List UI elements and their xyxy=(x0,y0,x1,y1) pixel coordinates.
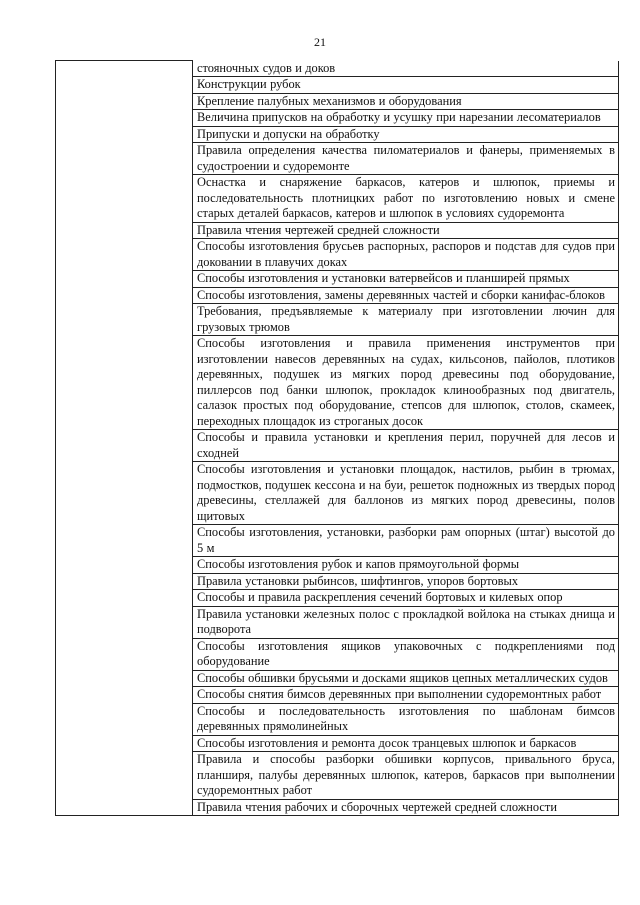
knowledge-item-cell: Оснастка и снаряжение баркасов, катеров и шлюпок, приемы и последовательность плотницких работ по изготовлению новых и смене старых деталей баркасов, катеров и шлюпок в условиях судоремонта xyxy=(193,175,619,223)
knowledge-item-cell: Способы изготовления брусьев распорных, распоров и подстав для судов при доковании в плавучих доках xyxy=(193,239,619,271)
knowledge-item-cell: Способы изготовления ящиков упаковочных с подкреплениями под оборудование xyxy=(193,638,619,670)
knowledge-item-cell: Крепление палубных механизмов и оборудования xyxy=(193,93,619,110)
knowledge-item-cell: Правила установки железных полос с прокладкой войлока на стыках днища и подворота xyxy=(193,606,619,638)
knowledge-item-cell: Правила определения качества пиломатериалов и фанеры, применяемых в судостроении и судоремонте xyxy=(193,143,619,175)
knowledge-item-cell: Требования, предъявляемые к материалу при изготовлении лючин для грузовых трюмов xyxy=(193,304,619,336)
knowledge-item-cell: Припуски и допуски на обработку xyxy=(193,126,619,143)
knowledge-item-cell: Правила чтения чертежей средней сложности xyxy=(193,222,619,239)
knowledge-item-cell: Правила и способы разборки обшивки корпусов, привального бруса, планширя, палубы деревянных шлюпок, катеров, баркасов при выполнении судоремонтных работ xyxy=(193,752,619,800)
knowledge-item-cell: Способы и правила раскрепления сечений бортовых и килевых опор xyxy=(193,590,619,607)
table-row xyxy=(56,61,619,77)
knowledge-item-cell: Способы и правила установки и крепления перил, поручней для лесов и сходней xyxy=(193,430,619,462)
knowledge-item-cell: Способы изготовления и правила применения инструментов при изготовлении навесов деревянных на судах, кильсонов, пайолов, плотиков деревянных, подушек из мягких пород древесины под оборудование, пиллерсов под банки шлюпок, прокладок клинообразных под двигатель, салазок простых под оборудование, степсов для шлюпок, столов, скамеек, переходных площадок из строганых досок xyxy=(193,336,619,430)
knowledge-item-cell: Способы изготовления и ремонта досок транцевых шлюпок и баркасов xyxy=(193,735,619,752)
knowledge-item-cell: Способы и последовательность изготовления по шаблонам бимсов деревянных прямолинейных xyxy=(193,703,619,735)
requirements-table xyxy=(55,60,619,816)
knowledge-item-cell: Способы изготовления рубок и капов прямоугольной формы xyxy=(193,557,619,574)
knowledge-item-cell: Правила установки рыбинсов, шифтингов, упоров бортовых xyxy=(193,573,619,590)
knowledge-item-cell: Способы обшивки брусьями и досками ящиков цепных металлических судов xyxy=(193,670,619,687)
knowledge-item-cell: Способы изготовления, установки, разборки рам опорных (штаг) высотой до 5 м xyxy=(193,525,619,557)
page-number: 21 xyxy=(314,35,326,49)
knowledge-item-cell: Правила чтения рабочих и сборочных чертежей средней сложности xyxy=(193,799,619,816)
knowledge-item-cell: Величина припусков на обработку и усушку при нарезании лесоматериалов xyxy=(193,110,619,127)
knowledge-item-cell: стояночных судов и доков xyxy=(193,61,619,77)
table-body xyxy=(56,61,619,816)
knowledge-item-cell: Способы изготовления, замены деревянных частей и сборки канифас-блоков xyxy=(193,287,619,304)
left-column-cell xyxy=(56,61,193,816)
knowledge-item-cell: Способы изготовления и установки площадок, настилов, рыбин в трюмах, подмостков, подушек кессона и на буи, решеток подножных из твердых пород древесины, стеллажей для баллонов из мягких пород древесины, полов щитовых xyxy=(193,462,619,525)
knowledge-item-cell: Способы изготовления и установки ватервейсов и планширей прямых xyxy=(193,271,619,288)
knowledge-item-cell: Способы снятия бимсов деревянных при выполнении судоремонтных работ xyxy=(193,687,619,704)
knowledge-item-cell: Конструкции рубок xyxy=(193,77,619,94)
